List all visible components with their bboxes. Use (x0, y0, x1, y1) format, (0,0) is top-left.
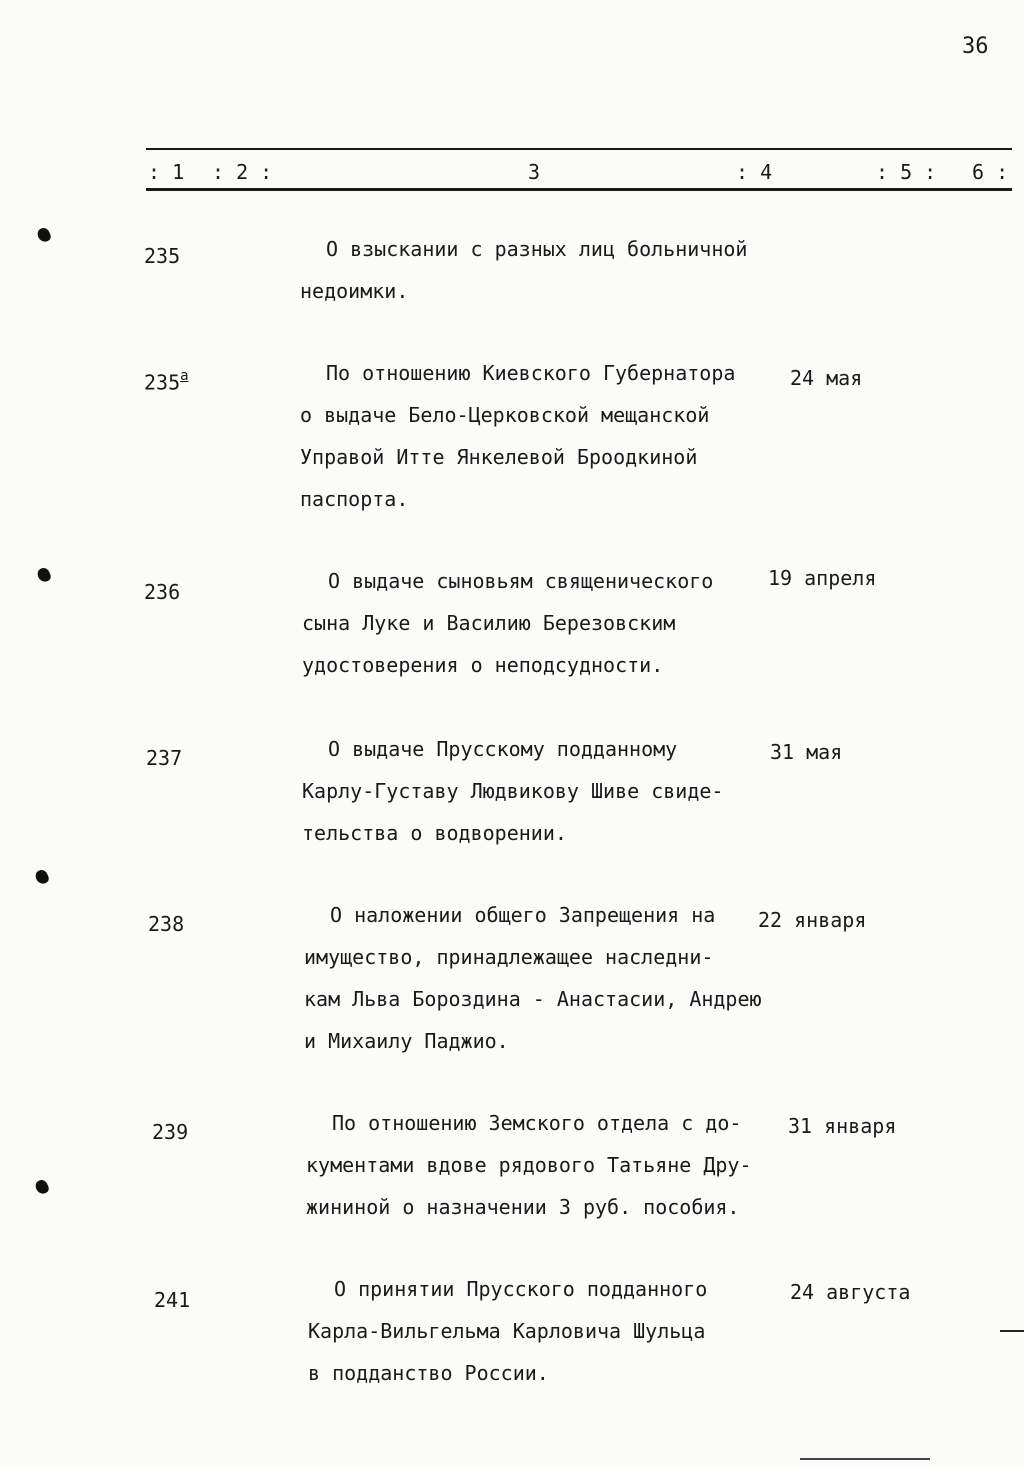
entry-number-base: 235 (144, 370, 181, 395)
desc-line: жининой о назначении 3 руб. пособия. (306, 1195, 740, 1219)
desc-line: о выдаче Бело-Церковской мещанской (300, 403, 710, 427)
entry-number: 238 (148, 912, 185, 936)
desc-line: О взыскании с разных лиц больничной (326, 237, 748, 261)
entry-description (304, 894, 784, 1062)
desc-line: кам Льва Бороздина - Анастасии, Андрею (304, 987, 762, 1011)
entry-number: 237 (146, 746, 183, 770)
desc-line: имущество, принадлежащее наследни- (304, 945, 714, 969)
desc-line: О выдаче Прусскому подданному (328, 737, 678, 761)
desc-line: удостоверения о неподсудности. (302, 653, 664, 677)
margin-dash (1000, 1330, 1024, 1332)
desc-line: О выдаче сыновьям священического (328, 569, 714, 593)
entry-date: 19 апреля (768, 566, 877, 590)
entry-description (306, 1102, 786, 1228)
entry-description (302, 560, 782, 686)
punch-hole-mark (34, 1178, 51, 1196)
entry-description (302, 728, 782, 854)
desc-line: По отношению Киевского Губернатора (326, 361, 736, 385)
entry-number-suffix: а (180, 368, 189, 384)
header-col-4: : 4 (736, 160, 773, 184)
header-bottom-rule (146, 188, 1012, 191)
page-number: 36 (962, 34, 989, 59)
punch-hole-mark (34, 868, 51, 886)
desc-line: и Михаилу Паджио. (304, 1029, 509, 1053)
entry-description (300, 228, 780, 312)
desc-line: Управой Итте Янкелевой Броодкиной (300, 445, 698, 469)
entry-number: 235 (144, 244, 181, 268)
desc-line: сына Луке и Василию Березовским (302, 611, 676, 635)
entry-number (144, 370, 189, 395)
punch-hole-mark (36, 226, 53, 244)
entry-date: 24 августа (790, 1280, 911, 1304)
entry-number: 236 (144, 580, 181, 604)
entry-date: 31 января (788, 1114, 897, 1138)
entry-number: 241 (154, 1288, 191, 1312)
punch-hole-mark (36, 566, 53, 584)
header-col-6: 6 : (972, 160, 1009, 184)
desc-line: О наложении общего Запрещения на (330, 903, 716, 927)
header-col-5: : 5 : (876, 160, 937, 184)
entry-number: 239 (152, 1120, 189, 1144)
desc-line: По отношению Земского отдела с до- (332, 1111, 742, 1135)
entry-date: 22 января (758, 908, 867, 932)
desc-line: О принятии Прусского подданного (334, 1277, 708, 1301)
desc-line: недоимки. (300, 279, 409, 303)
desc-line: тельства о водворении. (302, 821, 567, 845)
bottom-rule (800, 1458, 930, 1460)
entry-description (308, 1268, 788, 1394)
header-col-3: 3 (528, 160, 541, 184)
desc-line: паспорта. (300, 487, 409, 511)
header-top-rule (146, 148, 1012, 150)
desc-line: в подданство России. (308, 1361, 549, 1385)
entry-date: 24 мая (790, 366, 863, 390)
header-col-1: : 1 (148, 160, 185, 184)
entry-date: 31 мая (770, 740, 843, 764)
entry-description (300, 352, 780, 520)
header-col-2: : 2 : (212, 160, 273, 184)
desc-line: кументами вдове рядового Татьяне Дру- (306, 1153, 752, 1177)
desc-line: Карла-Вильгельма Карловича Шульца (308, 1319, 706, 1343)
desc-line: Карлу-Густаву Людвикову Шиве свиде- (302, 779, 724, 803)
